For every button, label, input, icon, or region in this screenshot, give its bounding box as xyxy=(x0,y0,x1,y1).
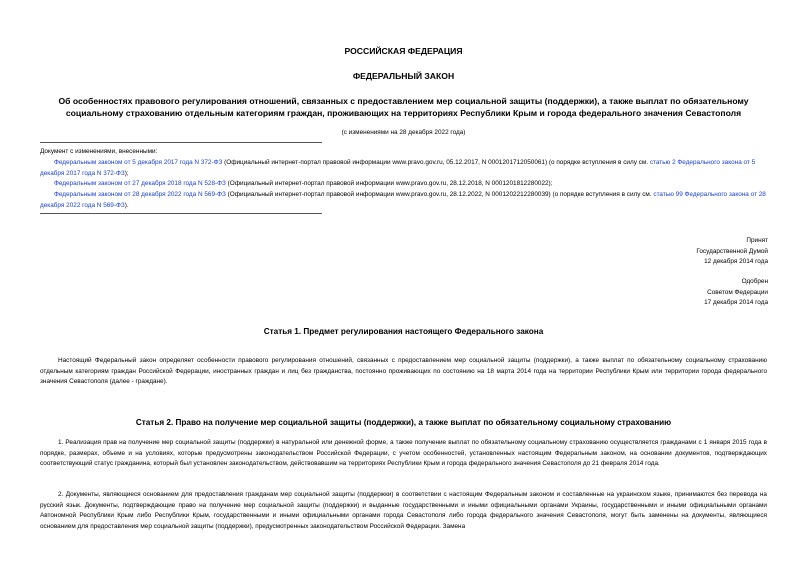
amendment-text: (Официальный интернет-портал правовой информации www.pravo.gov.ru, 05.12.2017, N 0001201712050061) (о порядке вступления в силу см. xyxy=(222,158,650,166)
country-heading: РОССИЙСКАЯ ФЕДЕРАЦИЯ xyxy=(344,46,463,56)
amendment-item xyxy=(40,158,780,180)
law-type-heading: ФЕДЕРАЛЬНЫЙ ЗАКОН xyxy=(352,71,455,81)
article-2-paragraph-1: 1. Реализация прав на получение мер социальной защиты (поддержки) в натуральной или денежной форме, а также получение выплат по обязательному социальному страхованию осуществляется гражданами с 1 января 2015 года в порядке, размерах, объеме и на условиях, которые предусмотрены законодательством Российской Федерации, с учетом особенностей, установленных настоящим Федеральным законом, на основании документов, подтверждающих соответствующий статус гражданина, который был установлен законодательством, действовавшим на территориях Республики Крым и города федерального значения Севастополя до 21 февраля 2014 года. xyxy=(40,439,767,468)
amendment-tail: ). xyxy=(124,201,129,209)
adoption-line-3: 12 декабря 2014 года xyxy=(704,258,768,266)
amendment-item xyxy=(40,190,780,212)
amendments-intro: Документ с изменениями, внесенными: xyxy=(40,148,158,155)
amendment-item xyxy=(40,179,780,190)
approval-line-3: 17 декабря 2014 года xyxy=(704,299,768,307)
amendment-tail: ); xyxy=(124,169,129,177)
article-1-text: Настоящий Федеральный закон определяет особенности правового регулирования отношений, связанных с предоставлением мер социальной защиты (поддержки), а также выплат по обязательному социальному страхованию отдельным категориям граждан Российской Федерации, иностранных граждан и лиц без гражданства, постоянно проживающих по состоянию на 18 марта 2014 года на территории Республики Крым или территории города федерального значения Севастополя (далее - граждане). xyxy=(40,357,767,386)
article-2-paragraph-2: 2. Документы, являющиеся основанием для предоставления гражданам мер социальной защиты (поддержки) в соответствии с настоящим Федеральным законом и составленные на украинском языке, принимаются без перевода на русский язык. Документы, подтверждающие право на получение мер социальной защиты (поддержки) и выданные государственными и иными официальными органами Украины, государственными и иными официальными органами Автономной Республики Крым либо Республики Крым, государственными и иными официальными органами города Севастополя либо города федерального значения Севастополя, могут быть заменены на документы, являющиеся основанием для предоставления мер социальной защиты (поддержки), предусмотренных законодательством Российской Федерации. Замена xyxy=(40,491,767,531)
adoption-line-1: Принят xyxy=(746,237,768,244)
amendment-text: (Официальный интернет-портал правовой информации www.pravo.gov.ru, 28.12.2018, N 0001201812280022); xyxy=(225,180,553,188)
law-title-line-1: Об особенностях правового регулирования отношений, связанных с предоставлением мер социальной защиты (поддержки), а также выплат по обязательному xyxy=(58,96,749,106)
approval-line-2: Советом Федерации xyxy=(707,288,768,296)
amendment-link-article[interactable]: статью 2 Федерального закона от 5 декабря 2017 года N 372-ФЗ xyxy=(40,158,756,177)
adoption-block xyxy=(568,236,768,268)
approval-line-1: Одобрен xyxy=(741,278,768,285)
edition-note: (с изменениями на 28 декабря 2022 года) xyxy=(341,129,466,136)
top-divider xyxy=(40,142,322,143)
article-2-heading: Статья 2. Право на получение мер социальной защиты (поддержки), а также выплат по обязательному социальному страхованию xyxy=(135,418,672,427)
adoption-line-2: Государственной Думой xyxy=(696,247,768,255)
approval-block xyxy=(568,277,768,309)
law-title xyxy=(40,96,767,119)
amendment-link[interactable]: Федеральным законом от 28 декабря 2022 года N 569-ФЗ xyxy=(54,191,226,199)
bottom-divider xyxy=(40,213,322,214)
amendment-text: (Официальный интернет-портал правовой информации www.pravo.gov.ru, 28.12.2022, N 0001202212280039) (о порядке вступления в силу см. xyxy=(225,191,654,199)
law-title-line-2: социальному страхованию отдельным категориям граждан, проживающих на территориях Республики Крым и города федерального значения Севастополя xyxy=(65,107,742,118)
amendment-link[interactable]: Федеральным законом от 27 декабря 2018 года N 528-ФЗ xyxy=(54,180,226,188)
article-1-heading: Статья 1. Предмет регулирования настоящего Федерального закона xyxy=(263,327,544,336)
amendment-link[interactable]: Федеральным законом от 5 декабря 2017 года N 372-ФЗ xyxy=(54,158,223,166)
amendment-link-article[interactable]: статью 99 Федерального закона от 28 декабря 2022 года N 569-ФЗ xyxy=(40,191,766,209)
amendments-block xyxy=(40,147,780,212)
